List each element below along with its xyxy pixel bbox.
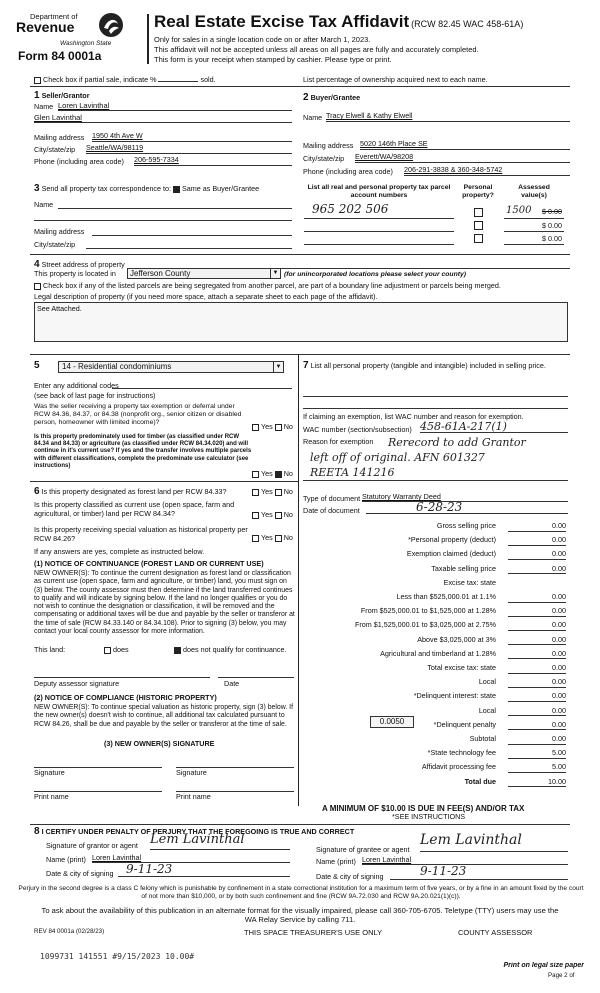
q-exemption: Was the seller receiving a property tax exemption or deferral under RCW 84.36, 84.37, or 84.38 (nonprofit org., senior citizen or disabled person, homeowner with limited income)? [34, 403, 242, 427]
tax-row [300, 705, 570, 719]
corr-city-label: City/state/zip [34, 240, 76, 249]
tax-row-value[interactable]: 0.00 [508, 735, 566, 745]
tax-row-value[interactable]: 0.00 [508, 621, 566, 631]
minimum-notice: A MINIMUM OF $10.00 IS DUE IN FEE(S) AND/OR TAX [322, 804, 525, 813]
q-timber: Is this property predominately used for timber (as classified under RCW 84.34 and 84.33) or agriculture (as classified under RCW 84.34.020) and will continue in it's current use? If yes and the transfer involves multiple parcels with different classifications, complete the predominate use calculator (see instructions) [34, 434, 252, 469]
q-timber-yes-checkbox[interactable] [252, 471, 259, 478]
perjury-notice: Perjury in the second degree is a class C felony which is punishable by confinement in a state correctional institution for a maximum term of five years, or by a fine in an amount fixed by the court of not more than $10,000, or by both such confinement and fine (RCW 9A.72.030 and RCW 9A.20.021(1)(c)). [18, 885, 584, 900]
tax-row-label: From $1,525,000.01 to $3,025,000 at 2.75% [354, 620, 496, 630]
personal-1-checkbox[interactable] [474, 208, 483, 217]
tax-row [300, 761, 570, 775]
grantee-date-field[interactable] [390, 864, 568, 880]
buyer-name-field[interactable] [326, 112, 570, 122]
reason-line1: Rerecord to add Grantor [388, 436, 526, 449]
treasurer-use: THIS SPACE TREASURER'S USE ONLY [244, 928, 383, 937]
partial-sale-checkbox[interactable] [34, 77, 41, 84]
q-historical: Is this property receiving special valuation as historical property per RCW 84.26? [34, 525, 248, 543]
buyer-city-label: City/state/zip [303, 154, 345, 163]
tax-row-value[interactable]: 5.00 [508, 763, 566, 773]
use-code-value: 14 - Residential condominiums [62, 362, 172, 371]
street-label: 4 Street address of property [34, 259, 125, 270]
section5-number: 5 [34, 360, 40, 371]
owner-signature-1[interactable] [34, 760, 162, 768]
owner-signature-2[interactable] [176, 760, 294, 768]
grantee-signature[interactable]: Lem Lavinthal [420, 832, 568, 852]
tax-row-label: Less than $525,000.01 at 1.1% [396, 592, 496, 601]
partial-sale [34, 76, 216, 85]
notice2-heading: (2) NOTICE OF COMPLIANCE (HISTORIC PROPERTY) [34, 693, 217, 702]
certify-statement: 8 I CERTIFY UNDER PENALTY OF PERJURY THAT THE FOREGOING IS TRUE AND CORRECT [34, 826, 355, 837]
owner-sig-label-1: Signature [34, 768, 65, 777]
corr-city-field[interactable] [86, 239, 292, 249]
value-3: $ 0.00 [542, 234, 562, 243]
tax-row-value[interactable]: 0.00 [508, 707, 566, 717]
tax-row-label: Total due [464, 776, 496, 786]
grantee-name-label: Name (print) [316, 857, 356, 866]
county-select[interactable] [127, 268, 281, 279]
page-number: Page 2 of [548, 972, 575, 979]
tax-row-value[interactable]: 0.00 [508, 664, 566, 674]
local-rate-box[interactable] [370, 716, 414, 728]
tax-row-value[interactable]: 0.00 [508, 522, 566, 532]
deputy-date-line[interactable] [218, 670, 294, 678]
tax-row-label: Subtotal [469, 734, 496, 743]
form-number: Form 84 0001a [18, 49, 102, 63]
q-current-use-yes-checkbox[interactable] [252, 512, 259, 519]
tax-row-value[interactable]: 0.00 [508, 565, 566, 575]
tax-row-label: Agricultural and timberland at 1.28% [380, 648, 496, 658]
does-checkbox[interactable] [104, 647, 111, 654]
tax-row-label: Taxable selling price [431, 563, 496, 573]
corr-name-label: Name [34, 200, 54, 209]
seller-city-label: City/state/zip [34, 145, 76, 154]
tax-row-value[interactable]: 10.00 [508, 778, 566, 788]
tax-row-label: *Delinquent interest: state [413, 691, 496, 701]
buyer-name-label: Name [303, 113, 323, 122]
tax-row [300, 776, 570, 790]
legal-label: Legal description of property (if you need more space, attach a separate sheet to each page of the affidavit). [34, 292, 378, 301]
title-rcw: (RCW 82.45 WAC 458-61A) [411, 19, 524, 29]
q-current-use: Is this property classified as current use (open space, farm and agricultural, or timber) land per RCW 84.34? [34, 500, 235, 518]
owner-print-label-1: Print name [34, 792, 69, 801]
buyer-mailing: 5020 146th Place SE [360, 139, 428, 148]
tax-row [300, 577, 570, 591]
section3-heading: 3 Send all property tax correspondence to: Same as Buyer/Grantee [34, 183, 260, 194]
owner-print-1[interactable] [34, 784, 162, 792]
value-1-struck: $ 0.00 [542, 207, 562, 216]
chevron-down-icon: ▼ [273, 362, 283, 372]
owner-print-2[interactable] [176, 784, 294, 792]
tax-row [300, 563, 570, 577]
section1-heading: 1 Seller/Grantor [34, 90, 90, 101]
seller-mailing-label: Mailing address [34, 133, 85, 142]
tax-row-label: Total excise tax: state [427, 663, 496, 672]
seller-mailing: 1950 4th Ave W [92, 131, 143, 140]
q-current-use-no-checkbox[interactable] [275, 512, 282, 519]
personal-3-checkbox[interactable] [474, 234, 483, 243]
q-historical-no-checkbox[interactable] [275, 535, 282, 542]
q-current-use-yn: Yes No [252, 511, 293, 520]
partial-sale-label: Check box if partial sale, indicate % [43, 75, 157, 84]
tax-row-label: From $525,000.01 to $1,525,000 at 1.28% [360, 606, 496, 616]
grantee-sig-label: Signature of grantee or agent [316, 845, 410, 854]
notice1-text: NEW OWNER(S): To continue the current designation as forest land or classification as current use (open space, farm and agriculture, or timber) land, you must sign on (3) below. The county assessor must then determine if the land transferred continues to qualify and will indicate by signing below. If the land no longer qualifies or you do not wish to continue the designation or classification, it will be removed and the compensating or additional taxes will be due and payable by the seller or transferor at the time of sale (RCW 84.33.140 or 84.34.108). Prior to signing (3) below, you may contact your local county assessor for more information. [34, 570, 295, 635]
reason-line3: REETA 141216 [310, 466, 395, 479]
header-sub2: This affidavit will not be accepted unless all areas on all pages are fully and accurately completed. [154, 45, 479, 54]
buyer-phone: 206-291-3838 & 360-348-5742 [404, 165, 503, 174]
personal-2-checkbox[interactable] [474, 221, 483, 230]
notice1-heading: (1) NOTICE OF CONTINUANCE (FOREST LAND OR CURRENT USE) [34, 559, 264, 568]
tax-row-value[interactable]: 0.00 [508, 536, 566, 546]
form-title [154, 12, 523, 32]
seller-name1-field[interactable] [58, 101, 292, 111]
does-not-option: does not qualify for continuance. [174, 646, 294, 655]
section6-instructions: If any answers are yes, complete as instructed below. [34, 547, 205, 556]
dept-line2: Revenue [16, 19, 75, 35]
seller-name-label: Name [34, 102, 54, 111]
tax-row-label: Local [478, 705, 496, 715]
header-sub3: This form is your receipt when stamped by cashier. Please type or print. [154, 55, 392, 64]
seller-name1: Loren Lavinthal [58, 101, 110, 110]
seller-name2: Glen Lavinthal [34, 113, 82, 122]
county-note: (for unincorporated locations please select your county) [284, 271, 467, 278]
grantee-date-label: Date & city of signing [316, 872, 384, 881]
seller-name2-field[interactable] [34, 113, 292, 123]
wac-value: 458-61A-217(1) [420, 420, 507, 433]
section2-heading: 2 Buyer/Grantee [303, 92, 361, 103]
revision: REV 84 0001a (02/28/23) [34, 928, 105, 935]
alt-format-notice: To ask about the availability of this publication in an alternate format for the visually impaired, please call 360-705-6705. Teletype (TTY) users may use the WA Relay Service by calling 711. [41, 906, 559, 925]
dept-line3: Washington State [60, 40, 112, 47]
cashier-stamp: 1099731 141551 #9/15/2023 10.00# [40, 952, 195, 961]
tax-row [300, 634, 570, 648]
assessed-header: Assessed value(s) [518, 184, 550, 200]
deputy-date-label: Date [224, 679, 240, 688]
seller-city: Seattle/WA/98119 [86, 143, 144, 152]
tax-row-label: Local [478, 677, 496, 687]
segregated-checkbox[interactable] [34, 283, 41, 290]
see-instructions: *SEE INSTRUCTIONS [392, 812, 466, 821]
tax-row [300, 534, 570, 548]
tax-row-value[interactable]: 0.00 [508, 692, 566, 702]
corr-name-field[interactable] [58, 199, 292, 209]
q-exemption-no-checkbox[interactable] [275, 424, 282, 431]
buyer-phone-field[interactable] [404, 166, 570, 176]
reason-line2: left off of original. AFN 601327 [310, 451, 485, 464]
tax-row [300, 747, 570, 761]
grantor-date: 9-11-23 [126, 862, 173, 876]
tax-row-label: *Personal property (deduct) [408, 535, 496, 545]
this-land: This land: [34, 645, 66, 654]
grantor-name: Loren Lavinthal [92, 853, 142, 862]
tax-row-value[interactable]: 0.00 [508, 593, 566, 603]
tax-row [300, 662, 570, 676]
tax-row-label: Exemption claimed (deduct) [406, 549, 496, 559]
located-label: This property is located in [34, 269, 116, 278]
partial-sale-sold: sold. [200, 75, 216, 84]
local-rate: 0.0050 [379, 717, 405, 726]
exemption-label: If claiming an exemption, list WAC number and reason for exemption. [303, 412, 524, 421]
tax-row [300, 733, 570, 747]
corr-mailing-label: Mailing address [34, 227, 85, 236]
does-not-checkbox[interactable] [174, 647, 181, 654]
buyer-city-field[interactable] [355, 153, 570, 163]
seller-phone-label: Phone (including area code) [34, 157, 124, 166]
dor-logo [16, 12, 136, 62]
center-divider [298, 354, 299, 806]
q-timber-yn: Yes No [252, 470, 293, 479]
seller-city-field[interactable] [86, 144, 292, 154]
personal-header: Personal property? [462, 184, 494, 200]
ownership-note: List percentage of ownership acquired next to each name. [303, 75, 488, 84]
tax-row-value[interactable]: 0.00 [508, 678, 566, 688]
tax-row-value[interactable]: 0.00 [508, 721, 566, 731]
does-option: does [104, 646, 129, 655]
header-divider [147, 14, 149, 64]
grantor-date-field[interactable] [118, 862, 290, 877]
grantee-date: 9-11-23 [420, 864, 467, 878]
q-timber-no-checkbox[interactable] [275, 471, 282, 478]
value-2: $ 0.00 [542, 221, 562, 230]
tax-row-label: Gross selling price [436, 521, 496, 530]
q-historical-yes-checkbox[interactable] [252, 535, 259, 542]
value-1-hand: 1500 [506, 205, 532, 216]
codes-label: Enter any additional codes [34, 381, 119, 390]
grantor-signature[interactable]: Lem Lavinthal [150, 832, 290, 850]
legal-description-box[interactable] [34, 302, 568, 342]
tax-row-value[interactable]: 0.00 [508, 607, 566, 617]
dept-line1: Department of [30, 12, 78, 21]
same-as-buyer-checkbox[interactable] [173, 186, 180, 193]
q-forest-yn: Yes No [252, 488, 293, 497]
tax-row [300, 548, 570, 562]
buyer-phone-label: Phone (including area code) [303, 167, 393, 176]
grantor-date-label: Date & city of signing [46, 869, 114, 878]
corr-mailing-field[interactable] [92, 226, 292, 236]
doc-type-label: Type of document [303, 494, 361, 503]
owner-sig-label-2: Signature [176, 768, 207, 777]
seller-phone-field[interactable] [134, 156, 292, 166]
q-exemption-yes-checkbox[interactable] [252, 424, 259, 431]
tax-row [300, 591, 570, 605]
parcel-1: 965 202 506 [312, 202, 389, 216]
tax-row [300, 605, 570, 619]
q-forest: 6 Is this property designated as forest land per RCW 84.33? [34, 486, 227, 497]
tax-row-value[interactable]: 5.00 [508, 749, 566, 759]
legal-paper-note: Print on legal size paper [503, 962, 584, 969]
county-assessor: COUNTY ASSESSOR [458, 928, 533, 937]
section7-label: 7 List all personal property (tangible and intangible) included in selling price. [303, 360, 546, 371]
reason-label: Reason for exemption [303, 437, 374, 446]
county-value: Jefferson County [130, 269, 191, 278]
notice3-heading: (3) NEW OWNER(S) SIGNATURE [104, 739, 215, 748]
parcel-header: List all real and personal property tax parcel account numbers [307, 184, 451, 200]
legal-description: See Attached. [37, 304, 82, 313]
doc-date-field[interactable] [366, 500, 568, 514]
codes-field[interactable] [112, 380, 292, 389]
tax-row-value[interactable]: 0.00 [508, 650, 566, 660]
title-text: Real Estate Excise Tax Affidavit [154, 12, 410, 31]
tax-row-label: Above $3,025,000 at 3% [417, 634, 496, 644]
buyer-mailing-field[interactable] [360, 140, 570, 150]
tax-row-label: Affidavit processing fee [421, 762, 496, 772]
tax-row [300, 520, 570, 534]
deputy-signature-line[interactable] [34, 670, 210, 678]
chevron-down-icon: ▼ [270, 269, 280, 278]
doc-date-value: 6-28-23 [416, 500, 463, 514]
revenue-swirl-icon [98, 12, 124, 38]
seller-phone: 206-595-7334 [134, 155, 179, 164]
codes-note: (see back of last page for instructions) [34, 391, 156, 400]
grantee-name: Loren Lavinthal [362, 855, 412, 864]
buyer-city: Everett/WA/98208 [355, 152, 414, 161]
seller-mailing-field[interactable] [92, 132, 292, 142]
tax-row-value[interactable]: 0.00 [508, 550, 566, 560]
tax-row [300, 619, 570, 633]
q-forest-no-checkbox[interactable] [275, 489, 282, 496]
tax-row [300, 648, 570, 662]
q-exemption-yn: Yes No [252, 423, 293, 432]
buyer-mailing-label: Mailing address [303, 141, 354, 150]
header-sub1: Only for sales in a single location code on or after March 1, 2023. [154, 35, 371, 44]
q-historical-yn: Yes No [252, 534, 293, 543]
owner-print-label-2: Print name [176, 792, 211, 801]
grantor-name-label: Name (print) [46, 855, 86, 864]
tax-row [300, 676, 570, 690]
wac-label: WAC number (section/subsection) [303, 425, 412, 434]
tax-row-label: Excise tax: state [443, 577, 496, 587]
use-code-select[interactable] [58, 361, 284, 373]
tax-row-label: *Delinquent penalty [433, 719, 496, 729]
buyer-name: Tracy Elwell & Kathy Elwell [326, 111, 413, 120]
grantor-sig-label: Signature of grantor or agent [46, 841, 138, 850]
tax-row-label: *State technology fee [427, 748, 496, 758]
tax-row [300, 719, 570, 733]
tax-row [300, 690, 570, 704]
wac-field[interactable] [420, 420, 568, 433]
q-forest-yes-checkbox[interactable] [252, 489, 259, 496]
doc-date-label: Date of document [303, 506, 360, 515]
segregated-row: Check box if any of the listed parcels are being segregated from another parcel, are part of a boundary line adjustment or parcels being merged. [34, 282, 501, 291]
notice2-text: NEW OWNER(S): To continue special valuation as historic property, sign (3) below. If the new owner(s) doesn't wish to continue, all additional tax calculated pursuant to RCW 84.26, shall be due and payable by the seller or transferor at the time of sale. [34, 704, 294, 728]
tax-row-value[interactable]: 0.00 [508, 636, 566, 646]
deputy-label: Deputy assessor signature [34, 679, 120, 688]
doc-type-value: Statutory Warranty Deed [362, 492, 441, 501]
